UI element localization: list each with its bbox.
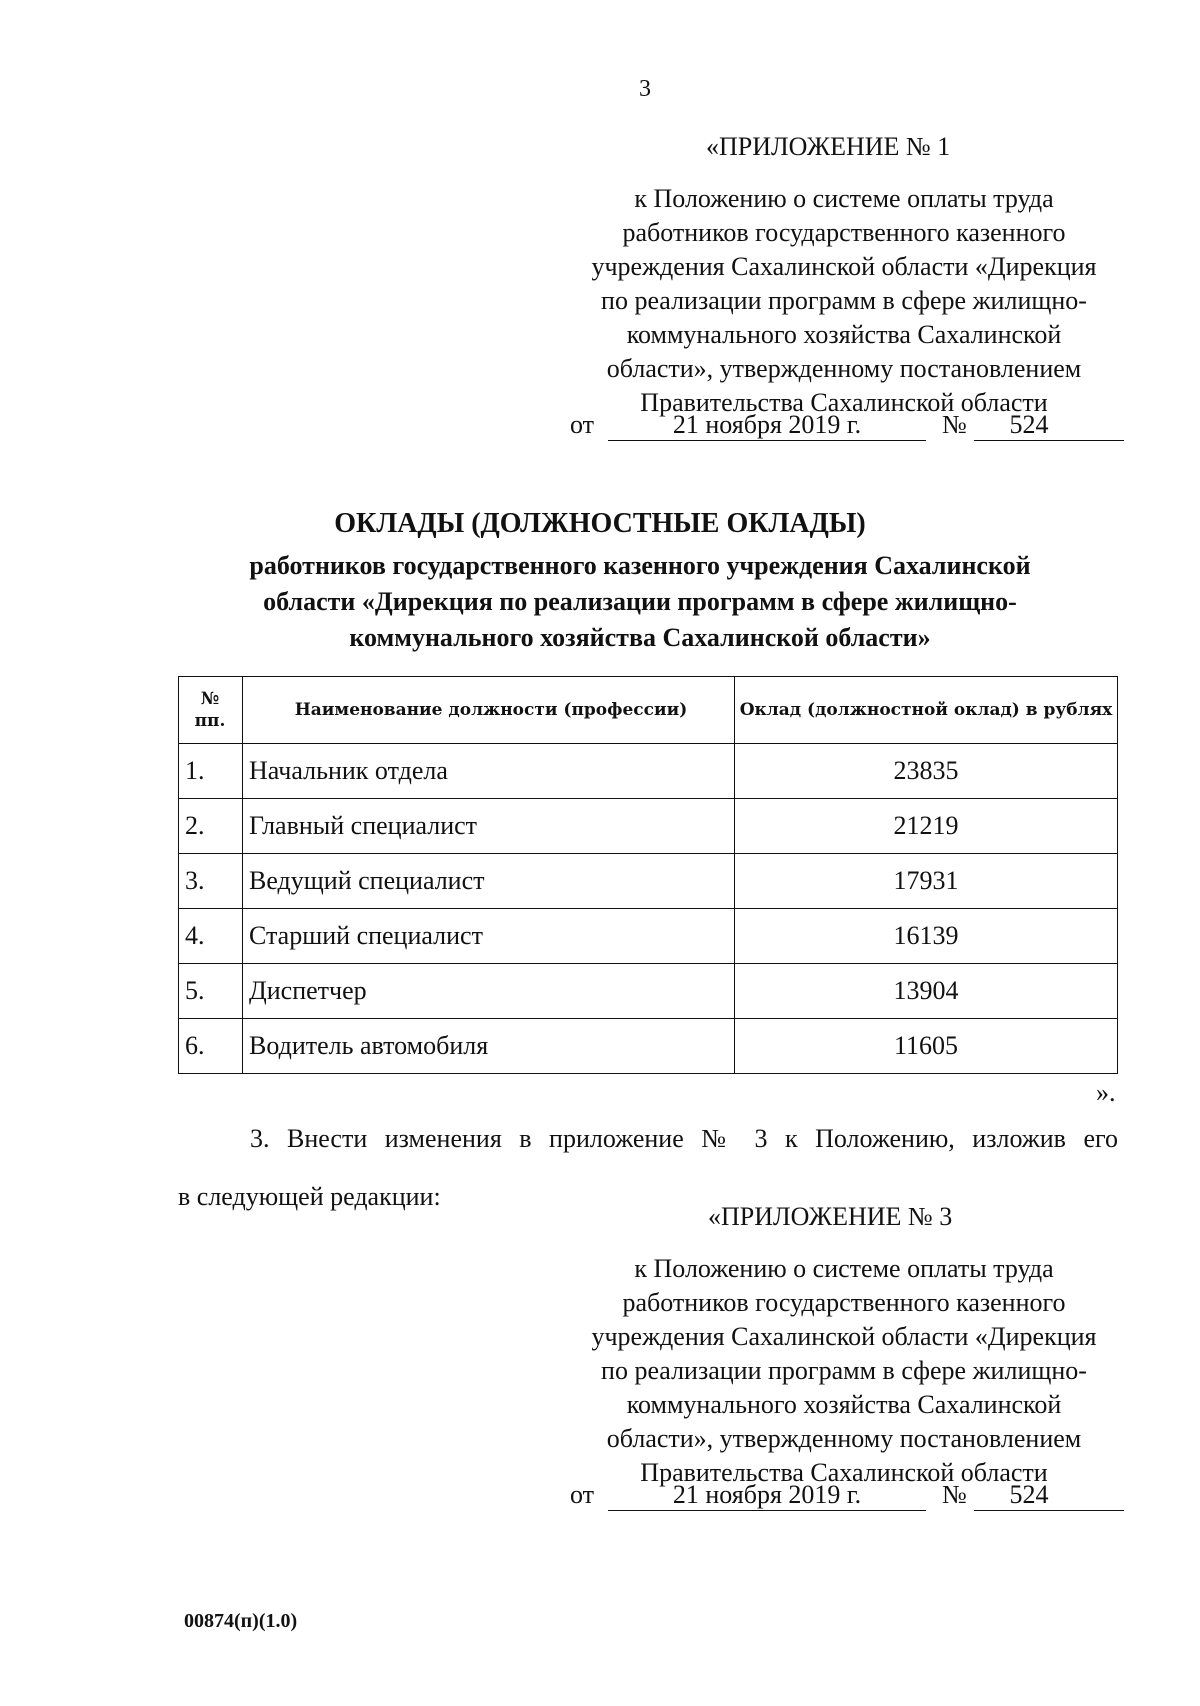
row-number: 2. — [179, 799, 243, 854]
document-subtitle — [200, 548, 1080, 656]
appendix-3-line: Правительства Сахалинской области — [640, 1458, 1048, 1487]
appendix-3-reference — [564, 1252, 1124, 1490]
table-row — [179, 799, 1118, 854]
row-number: 5. — [179, 964, 243, 1019]
number-label: № — [942, 1480, 967, 1509]
appendix-1-title: «ПРИЛОЖЕНИЕ № 1 — [706, 132, 951, 161]
header-number-symbol: № — [200, 689, 220, 709]
row-number: 4. — [179, 909, 243, 964]
amendment-paragraph — [178, 1110, 1118, 1226]
row-salary: 11605 — [735, 1019, 1118, 1074]
appendix-3-line: работников государственного казенного — [622, 1288, 1066, 1317]
appendix-1-line: по реализации программ в сфере жилищно- — [601, 286, 1087, 315]
row-position-name: Главный специалист — [243, 799, 735, 854]
appendix-1-line: Правительства Сахалинской области — [640, 388, 1048, 417]
appendix-1-signature-row — [564, 410, 1124, 444]
row-position-name: Ведущий специалист — [243, 854, 735, 909]
from-label: от — [570, 410, 595, 439]
approval-number: 524 — [1009, 1480, 1049, 1509]
footer-document-code: 00874(п)(1.0) — [184, 1610, 298, 1632]
row-salary: 16139 — [735, 909, 1118, 964]
closing-quote: ». — [1096, 1078, 1116, 1107]
amendment-line-1: 3. Внести изменения в приложение № 3 к Положению, изложив его — [250, 1124, 1118, 1153]
subtitle-line: области «Дирекция по реализации программ в сфере жилищно- — [263, 587, 1017, 616]
subtitle-line: коммунального хозяйства Сахалинской области» — [349, 623, 931, 652]
appendix-1-line: работников государственного казенного — [622, 218, 1066, 247]
header-number — [179, 677, 243, 744]
appendix-3-signature-row — [564, 1480, 1124, 1514]
table-row — [179, 964, 1118, 1019]
appendix-1-line: к Положению о системе оплаты труда — [634, 184, 1054, 213]
row-number: 3. — [179, 854, 243, 909]
row-position-name: Старший специалист — [243, 909, 735, 964]
row-position-name: Водитель автомобиля — [243, 1019, 735, 1074]
table-row — [179, 909, 1118, 964]
date-field — [608, 410, 926, 441]
row-number: 1. — [179, 744, 243, 799]
header-position-name: Наименование должности (профессии) — [243, 677, 735, 744]
appendix-3-line: по реализации программ в сфере жилищно- — [601, 1356, 1087, 1385]
from-label: от — [570, 1480, 595, 1509]
document-title: ОКЛАДЫ (ДОЛЖНОСТНЫЕ ОКЛАДЫ) — [334, 508, 866, 539]
amendment-line-2: в следующей редакции: — [178, 1182, 441, 1211]
approval-date: 21 ноября 2019 г. — [672, 1480, 862, 1509]
row-salary: 21219 — [735, 799, 1118, 854]
appendix-1-reference — [564, 182, 1124, 420]
row-salary: 17931 — [735, 854, 1118, 909]
table-row — [179, 744, 1118, 799]
row-salary: 23835 — [735, 744, 1118, 799]
appendix-3-title: «ПРИЛОЖЕНИЕ № 3 — [708, 1202, 953, 1231]
header-salary: Оклад (должностной оклад) в рублях — [735, 677, 1118, 744]
appendix-3-line: коммунального хозяйства Сахалинской — [626, 1390, 1062, 1419]
row-position-name: Диспетчер — [243, 964, 735, 1019]
appendix-3-line: области», утвержденному постановлением — [606, 1424, 1082, 1453]
appendix-1-line: учреждения Сахалинской области «Дирекция — [591, 252, 1097, 281]
appendix-1-line: коммунального хозяйства Сахалинской — [626, 320, 1062, 349]
approval-number: 524 — [1009, 410, 1049, 439]
appendix-1-line: области», утвержденному постановлением — [606, 354, 1082, 383]
appendix-3-line: к Положению о системе оплаты труда — [634, 1254, 1054, 1283]
row-salary: 13904 — [735, 964, 1118, 1019]
table-row — [179, 854, 1118, 909]
row-position-name: Начальник отдела — [243, 744, 735, 799]
number-field — [974, 410, 1124, 441]
page-number: 3 — [639, 76, 651, 102]
date-field — [608, 1480, 926, 1511]
row-number: 6. — [179, 1019, 243, 1074]
number-label: № — [942, 410, 967, 439]
salary-table — [178, 676, 1118, 1074]
table-row — [179, 1019, 1118, 1074]
subtitle-line: работников государственного казенного учреждения Сахалинской — [249, 551, 1031, 580]
table-header-row — [179, 677, 1118, 744]
header-number-abbr: пп. — [194, 711, 226, 731]
approval-date: 21 ноября 2019 г. — [672, 410, 862, 439]
number-field — [974, 1480, 1124, 1511]
appendix-3-line: учреждения Сахалинской области «Дирекция — [591, 1322, 1097, 1351]
